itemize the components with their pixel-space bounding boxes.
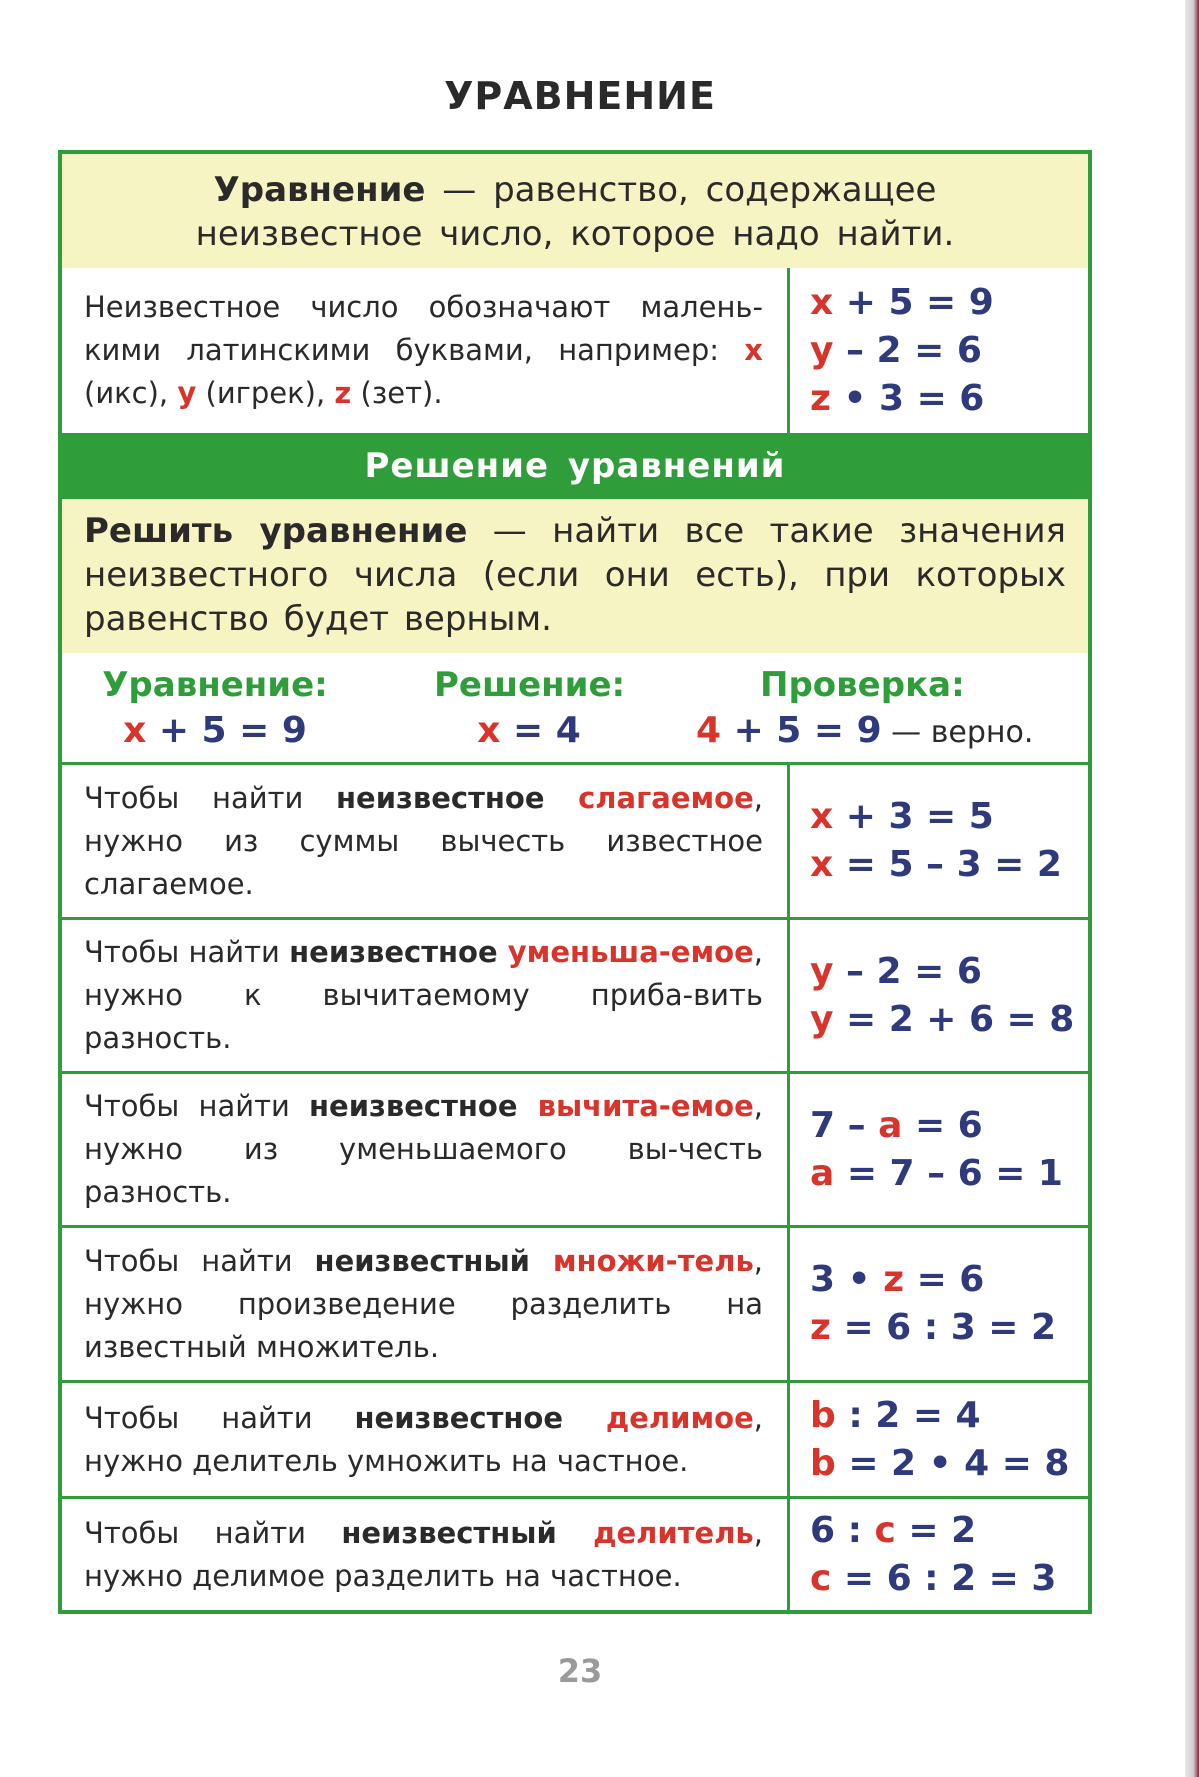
example-rest: = 6 : 2 = 3 [831,1557,1057,1599]
example-line [810,1392,1088,1440]
example-line [810,1555,1088,1603]
rule-pre: Чтобы найти [84,1089,309,1123]
example-var: z [810,377,831,419]
example-var: c [874,1509,896,1551]
example-rest: = 2 • 4 = 8 [835,1442,1070,1484]
example-line [810,1507,1088,1555]
section-title: Решение уравнений [62,433,1088,499]
example-line [810,948,1088,996]
rule-post: , нужно из суммы вычесть известное слагаемое. [84,780,763,901]
example-line [810,1256,1088,1304]
example-rest: + 3 = 5 [833,796,994,837]
demo-check-value [696,707,1076,757]
var-z-name: (зет). [351,376,443,410]
demo-check-number: 4 [696,710,722,751]
page-edge [1185,0,1199,1777]
example-rest: = 2 [895,1509,977,1551]
rule-text [62,1499,790,1610]
demo-equation-rest: + 5 = 9 [146,710,307,751]
example-var: a [878,1104,903,1146]
rule-bold: неизвестный [341,1515,594,1550]
rule-example [790,920,1088,1071]
example-var: x [810,281,834,323]
definition-term: Уравнение [213,170,426,210]
demo-solution-var: x [477,710,501,751]
demo-check [696,663,1076,757]
rule-pre: Чтобы найти [84,1400,355,1435]
rule-term: делимое [605,1400,754,1435]
var-z: z [334,376,352,410]
example-rest: – 2 = 6 [833,329,982,371]
example-line [810,793,1088,841]
rule-bold: неизвестный [314,1243,553,1278]
demo-equation [100,663,330,755]
example-line [810,279,1088,327]
notation-examples [790,268,1088,433]
rule-bold: неизвестное [336,780,579,815]
rule-row-minuend [62,917,1088,1071]
example-var: y [810,950,834,992]
solve-definition-box [62,499,1088,653]
demo-solution-rest: = 4 [500,710,581,751]
rule-text [62,1228,790,1380]
rule-row-factor [62,1225,1088,1380]
var-y: y [177,376,197,410]
solve-text: — найти все такие значения неизвестного числа (если они есть), при которых равенство будет верным. [84,511,1066,639]
rule-bold: неизвестное [309,1089,538,1123]
demo-check-word: — верно. [881,715,1034,750]
example-rest: = 2 + 6 = 8 [833,998,1075,1040]
demo-solution-value [434,707,624,755]
example-line [810,1440,1088,1488]
rule-bold: неизвестное [354,1400,606,1435]
rule-term: вычита-емое [537,1089,754,1123]
notation-row [62,268,1088,433]
example-line [810,996,1088,1044]
rule-bold: неизвестное [289,935,508,969]
example-rest: = 6 : 3 = 2 [830,1307,1057,1348]
example-line [810,327,1088,375]
example-var: c [810,1557,832,1599]
example-var: x [810,796,834,837]
demo-check-label: Проверка: [760,665,965,705]
rule-example [790,1499,1088,1610]
example-prefix: 7 – [810,1104,879,1146]
rule-pre: Чтобы найти [84,1515,342,1550]
definition-box [62,154,1088,268]
demo-equation-label: Уравнение: [102,665,328,705]
example-var: b [810,1394,836,1436]
example-rest: : 2 = 4 [835,1394,981,1436]
rule-text [62,920,790,1071]
rule-post: , нужно делитель умножить на частное. [84,1400,763,1478]
rule-text [62,765,790,917]
example-line [810,1304,1088,1352]
rule-text [62,1383,790,1496]
notation-text [62,268,790,433]
rule-example [790,765,1088,917]
var-y-name: (игрек), [196,376,335,410]
example-rest: – 2 = 6 [833,950,982,992]
example-prefix: 6 : [810,1509,875,1551]
rule-example [790,1383,1088,1496]
example-var: x [810,844,834,885]
example-var: a [810,1152,835,1194]
example-var: y [810,329,834,371]
demo-solution [434,663,624,755]
rule-term: уменьша-емое [507,935,754,969]
example-var: b [810,1442,836,1484]
rule-pre: Чтобы найти [84,935,290,969]
demo-check-rest: + 5 = 9 [721,710,882,751]
example-rest: = 7 – 6 = 1 [834,1152,1063,1194]
rule-post: , нужно из уменьшаемого вы-честь разность. [84,1089,763,1209]
solve-term: Решить уравнение [84,511,468,551]
rule-row-addend [62,765,1088,917]
rule-text [62,1074,790,1225]
rule-post: , нужно к вычитаемому приба-вить разность. [84,935,763,1055]
rule-row-dividend [62,1380,1088,1496]
rule-row-subtrahend [62,1071,1088,1225]
demo-equation-value [100,707,330,755]
definition-text: — равенство, содержащее неизвестное число, которое надо найти. [195,170,955,254]
page-title: УРАВНЕНИЕ [444,74,716,118]
demo-equation-var: x [123,710,147,751]
example-rest: = 5 – 3 = 2 [833,844,1062,885]
rule-term: множи-тель [552,1243,754,1278]
equation-table [58,150,1092,1614]
example-var: y [810,998,834,1040]
rule-post: , нужно произведение разделить на известный множитель. [84,1243,763,1364]
example-var: z [810,1307,831,1348]
example-rest: = 6 [904,1259,985,1300]
demo-solution-label: Решение: [434,665,626,705]
var-x: x [744,333,763,367]
example-line [810,1150,1088,1198]
example-rest: • 3 = 6 [830,377,985,419]
example-line [810,375,1088,423]
rule-post: , нужно делимое разделить на частное. [84,1515,763,1593]
rule-example [790,1228,1088,1380]
var-x-name: (икс), [84,376,178,410]
example-prefix: 3 • [810,1259,884,1300]
example-line [810,1102,1088,1150]
notation-description: Неизвестное число обозначают малень-кими латинскими буквами, например: [84,290,763,367]
example-rest: + 5 = 9 [833,281,994,323]
rule-term: слагаемое [578,780,754,815]
example-line [810,841,1088,889]
demo-row [62,653,1088,765]
rule-row-divisor [62,1496,1088,1610]
rule-pre: Чтобы найти [84,780,336,815]
page-number: 23 [557,1652,603,1690]
example-rest: = 6 [902,1104,983,1146]
example-var: z [883,1259,905,1300]
rule-example [790,1074,1088,1225]
rule-pre: Чтобы найти [84,1243,315,1278]
rule-term: делитель [593,1515,754,1550]
